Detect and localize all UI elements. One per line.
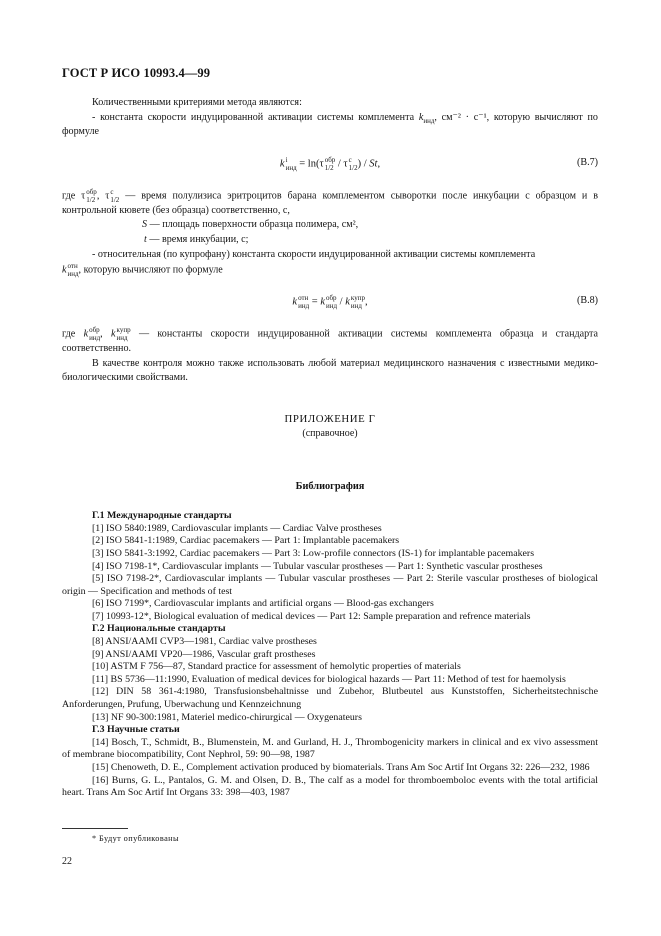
list-item: [13] NF 90-300:1981, Materiel medico-chirurgical — Oxygenateurs [92, 711, 362, 723]
appendix-title: ПРИЛОЖЕНИЕ Г [284, 412, 376, 425]
list-item: [8] ANSI/AAMI CVP3—1981, Cardiac valve prostheses [92, 636, 317, 648]
item1-before: - константа скорости индуцированной активации системы комплемента [92, 111, 419, 123]
list-item: [4] ISO 7198-1*, Cardiovascular implants — Tubular vascular prostheses — Part 1: Synthetic vascular prostheses [92, 560, 543, 572]
item1-after: , см⁻² · с⁻¹, которую вычисляют по формуле [62, 111, 598, 138]
footnote-divider [62, 828, 128, 829]
formula-b7 [62, 144, 598, 184]
where1-t-line: t — время инкубации, с; [144, 233, 249, 245]
bibliography-list [62, 510, 598, 800]
list-item: [12] DIN 58 361-4:1980, Transfusionsbehaltnisse und Zubehor, Blutbeutel aus Kunststoffen, Sicherheitstechnische Anforderungen, Prufung, Uberwachung und Kennzeichnung [62, 686, 598, 711]
section-title: Г.3 Научные статьи [92, 724, 180, 736]
control-paragraph: В качестве контроля можно также использовать любой материал медицинского назначения с известными медико-биологическими свойствами. [62, 357, 598, 384]
list-item: [7] 10993-12*, Biological evaluation of medical devices — Part 12: Sample preparation and refrence materials [92, 610, 531, 622]
list-item: [1] ISO 5840:1989, Cardiovascular implants — Cardiac Valve prostheses [92, 522, 382, 534]
list-item: [6] ISO 7199*, Cardiovascular implants and artificial organs — Blood-gas exchangers [92, 598, 434, 610]
formula-b8 [62, 282, 598, 322]
where2-paragraph: где k обр инд , k купр инд — константы скорости индуцированной активации системы комплемента образца и стандарта соответственно. [62, 326, 599, 355]
section-title: Г.2 Национальные стандарты [92, 623, 226, 635]
list-item: [10] ASTM F 756—87, Standard practice for assessment of hemolytic properties of materials [92, 661, 461, 673]
list-item: [15] Chenoweth, D. E., Complement activation produced by biomaterials. Trans Am Soc Artif Int Organs 32: 226—232, 1986 [92, 762, 590, 773]
document-header: ГОСТ Р ИСО 10993.4—99 [62, 66, 211, 80]
item1-paragraph: - константа скорости индуцированной активации системы комплемента $k_{инд}$, см⁻² · с⁻¹, которую вычисляют по формуле [62, 111, 598, 138]
list-item: [14] Bosch, T., Schmidt, B., Blumenstein, M. and Gurland, H. J., Thrombogenicity markers in clinical and ex vivo assessment of membrane biocompatibility, Cont Nephrol, 59: 90—98, 1987 [62, 736, 598, 761]
formula-b7-number: (B.7) [576, 156, 598, 168]
k-ind-symbol: k [418, 111, 424, 123]
intro-paragraph: Количественными критериями метода являются: [92, 97, 302, 108]
bibliography-title: Библиография [295, 480, 365, 492]
section-title: Г.1 Международные стандарты [92, 510, 232, 522]
list-item: [2] ISO 5841-1:1989, Cardiac pacemakers — Part 1: Implantable pacemakers [92, 535, 400, 547]
where1-paragraph: где τ обр 1/2 , τ с 1/2 — время полулизиса эритроцитов барана комплементом сыворотки после инкубации с образцом и в контрольной кювете (без образца) соответственно, с, [62, 187, 598, 216]
item2-cont: k отн инд , которую вычисляют по формуле [62, 262, 223, 279]
list-item: [3] ISO 5841-3:1992, Cardiac pacemakers — Part 3: Low-profile connectors (IS-1) for implantable pacemakers [92, 547, 535, 559]
document-body [62, 96, 598, 800]
appendix-subtitle: (справочное) [302, 427, 358, 439]
formula-b8-number: (B.8) [576, 295, 598, 307]
formula-b7-expression: k i инд = ln(τ обр 1/2 / τ с 1/2 ) / St, [279, 155, 381, 172]
footnote: * Будут опубликованы [92, 834, 179, 843]
list-item: [11] BS 5736—11:1990, Evaluation of medical devices for biological hazards — Part 11: Method of test for haemolysis [92, 673, 566, 685]
page-number: 22 [62, 856, 72, 867]
list-item: [16] Burns, G. L., Pantalos, G. M. and Olsen, D. B., The calf as a model for thromboemboloc events with the total artificial heart. Trans Am Soc Artif Int Organs 33: 398—403, 1987 [62, 774, 598, 799]
item2-paragraph: - относительная (по купрофану) константа скорости индуцированной активации системы комплемента [92, 248, 536, 260]
formula-b8-expression: k отн инд = k обр инд / k купр инд , [292, 294, 368, 311]
where1-s-line: S — площадь поверхности образца полимера, см², [142, 219, 359, 231]
list-item: [5] ISO 7198-2*, Cardiovascular implants — Tubular vascular prostheses — Part 2: Sterile vascular prostheses of biological origin — Specification and methods of test [62, 573, 598, 597]
list-item: [9] ANSI/AAMI VP20—1986, Vascular graft prostheses [92, 648, 316, 660]
